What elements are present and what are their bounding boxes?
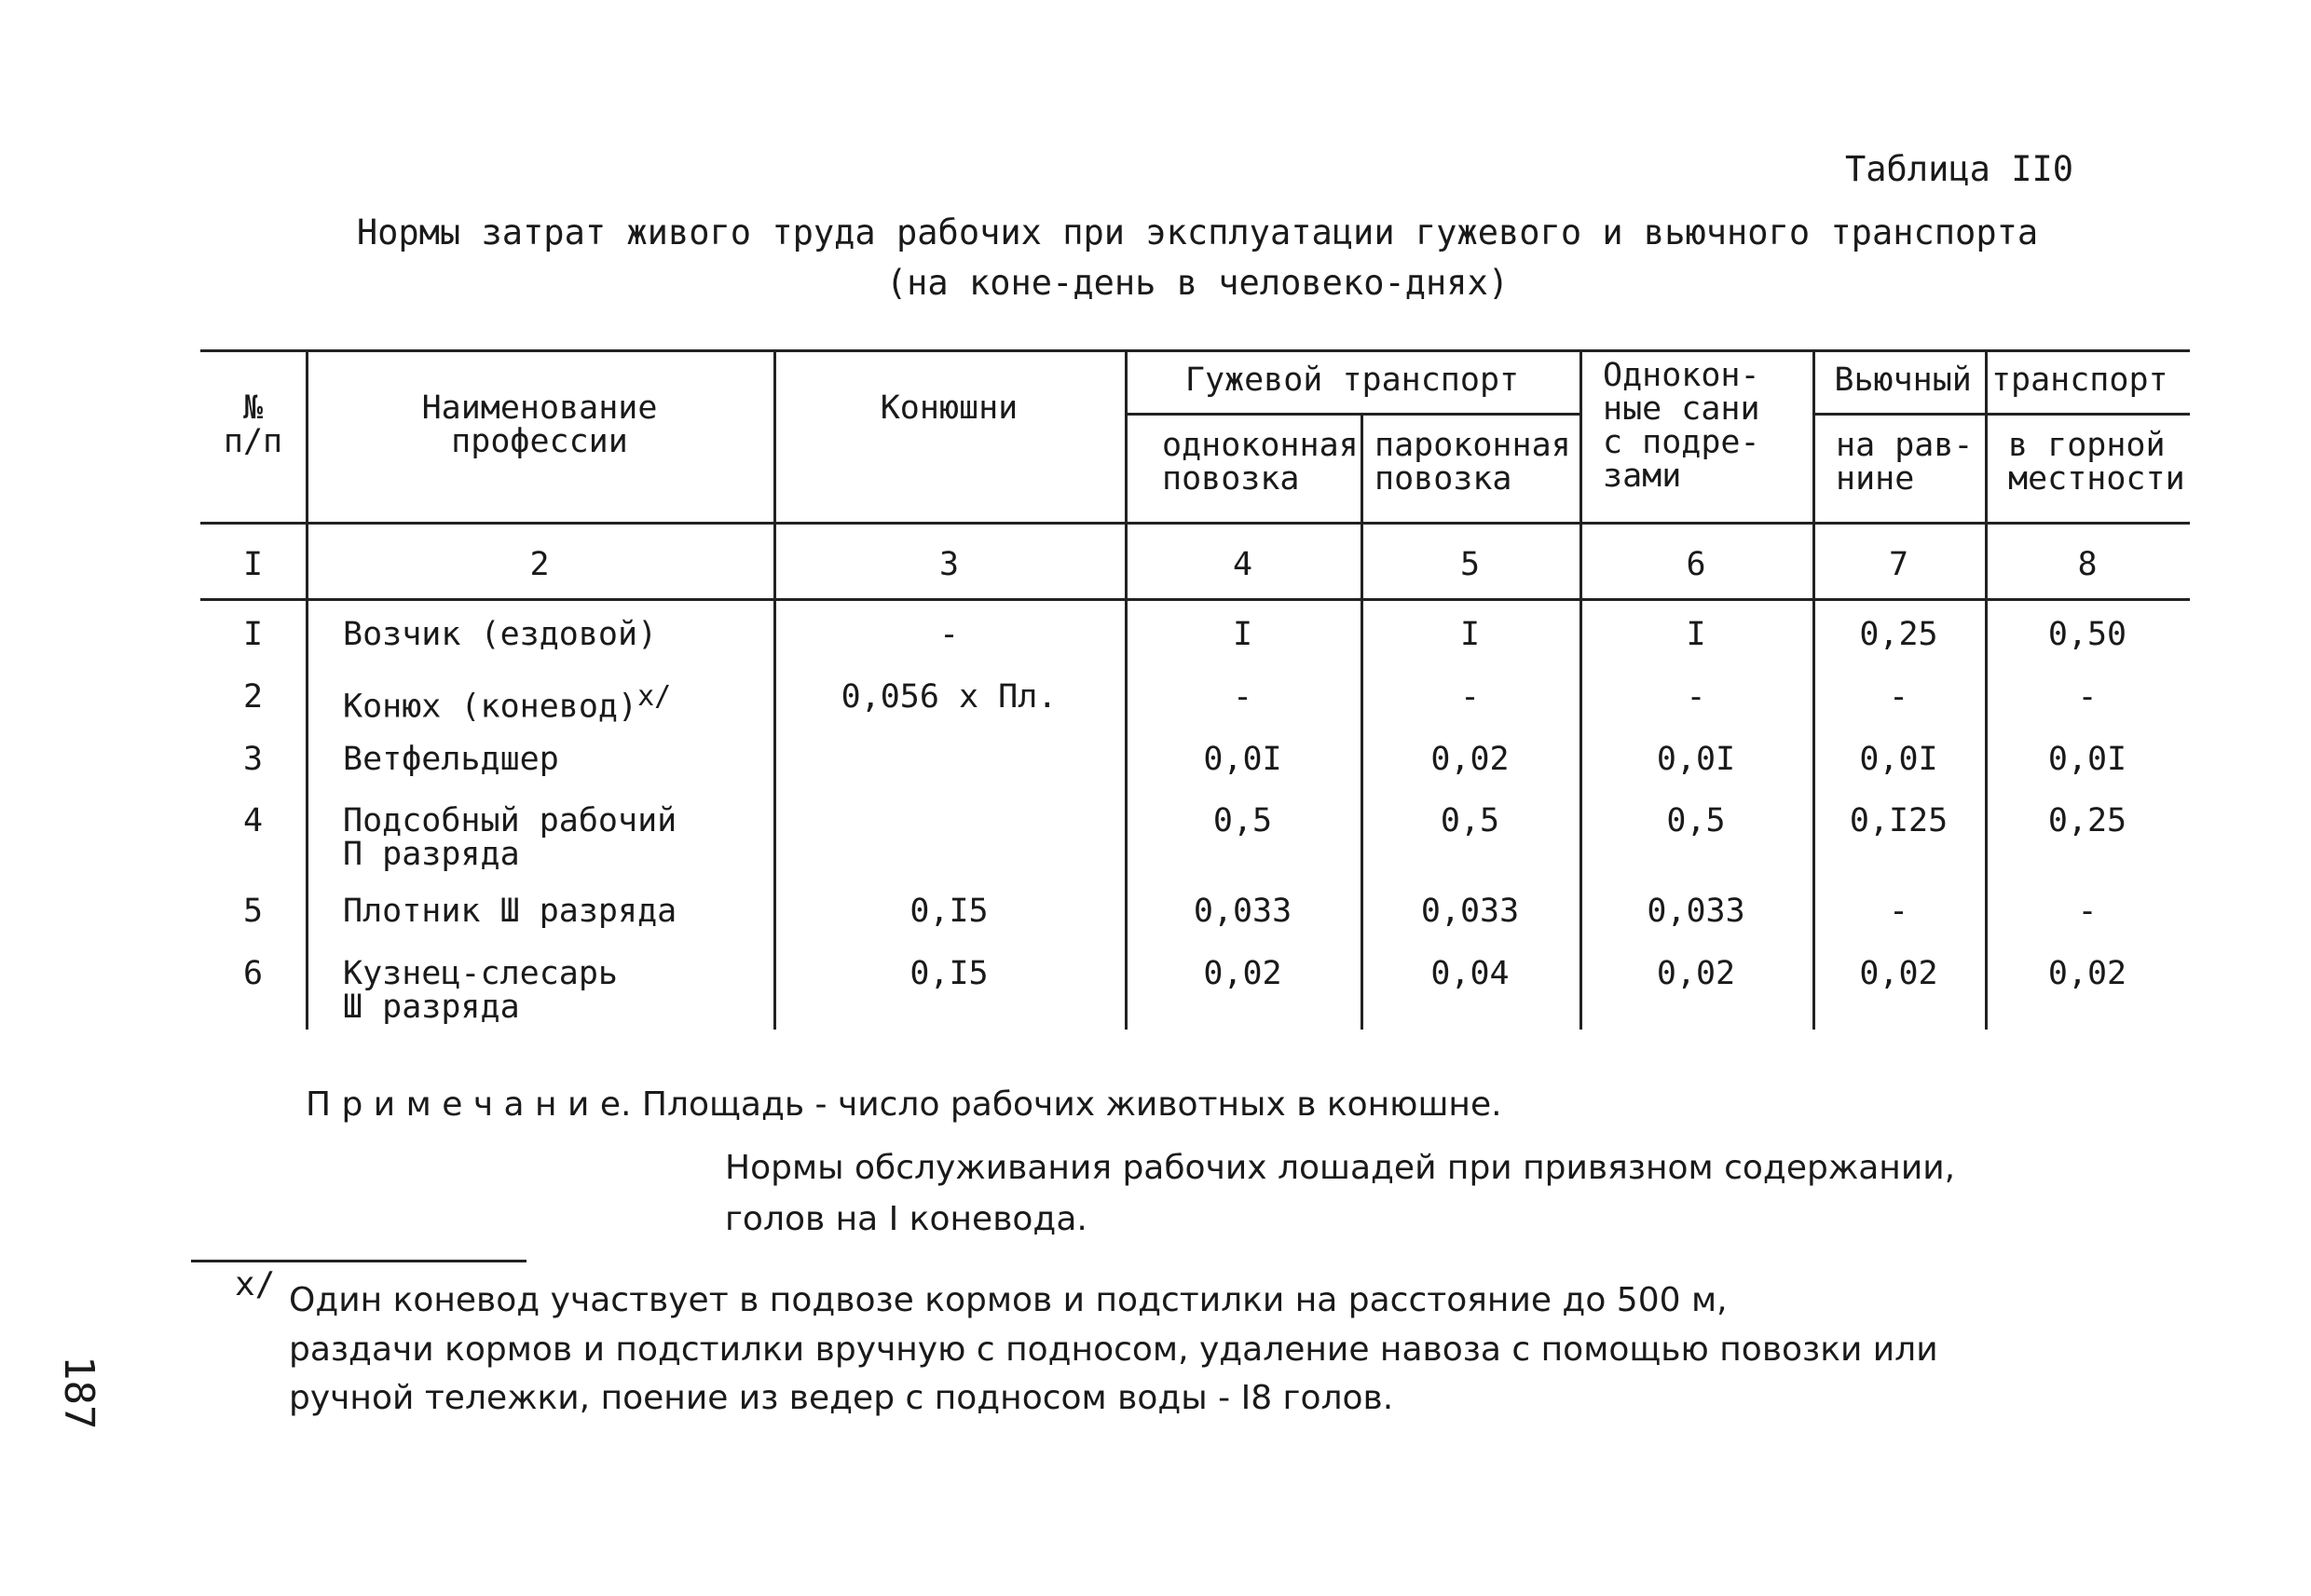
row-pair-horse: 0,04: [1430, 955, 1510, 992]
header-pair-horse: пароконная повозка: [1374, 427, 1571, 498]
row-plain: -: [1888, 893, 1909, 930]
row-profession: Кузнец-слесарь Ш разряда: [343, 955, 619, 1026]
footnote-line-2: раздачи кормов и подстилки вручную с подносом, удаление навоза с помощью повозки или: [289, 1330, 1938, 1369]
header-bottom-rule: [200, 522, 2190, 525]
column-number: 4: [1232, 546, 1253, 583]
row-pair-horse: I: [1459, 616, 1481, 653]
row-profession: Плотник Ш разряда: [343, 893, 677, 930]
row-pair-horse: -: [1459, 678, 1481, 716]
row-number: I: [242, 616, 264, 653]
row-plain: 0,0I: [1859, 741, 1938, 778]
row-sledge: 0,5: [1666, 802, 1726, 839]
footnote-rule: [191, 1260, 526, 1262]
row-pair-horse: 0,033: [1420, 893, 1520, 930]
table-title: Нормы затрат живого труда рабочих при эксплуатации гужевого и вьючного транспорта: [356, 212, 2039, 252]
row-sledge: 0,033: [1647, 893, 1745, 930]
column-number: 6: [1686, 546, 1706, 583]
row-number: 3: [242, 741, 264, 778]
footnote-line-3: ручной тележки, поение из ведер с подносом воды - I8 голов.: [289, 1379, 1394, 1417]
row-mountain: 0,0I: [2047, 741, 2127, 778]
column-rule: [1985, 413, 1988, 1030]
row-pair-horse: 0,5: [1440, 802, 1500, 839]
column-number: 5: [1459, 546, 1481, 583]
row-number: 2: [242, 678, 264, 716]
header-sledge: Однокон- ные сани с подре- зами: [1603, 357, 1760, 495]
page-number: 187: [55, 1356, 103, 1430]
row-stables: -: [938, 616, 960, 653]
row-plain: 0,02: [1859, 955, 1938, 992]
row-number: 6: [242, 955, 264, 992]
footnote-reference: x/: [637, 680, 672, 713]
column-number: 7: [1888, 546, 1909, 583]
row-sledge: I: [1686, 616, 1706, 653]
header-horse-transport: Гужевой транспорт: [1184, 361, 1520, 399]
note-text: П р и м е ч а н и е. Площадь - число рабочих животных в конюшне.: [306, 1085, 1502, 1124]
header-num: № п/п: [223, 389, 283, 460]
row-one-horse: I: [1232, 616, 1253, 653]
row-sledge: 0,02: [1656, 955, 1736, 992]
row-profession: Возчик (ездовой): [343, 616, 658, 653]
table-top-rule: [200, 349, 2190, 352]
row-profession: Ветфельдшер: [343, 741, 559, 778]
footnote-line-1: Один коневод участвует в подвозе кормов и подстилки на расстояние до 500 м,: [289, 1281, 1728, 1319]
note-text-line2: Нормы обслуживания рабочих лошадей при привязном содержании,: [725, 1149, 1956, 1187]
footnote-marker: x/: [235, 1265, 276, 1303]
column-number: 3: [938, 546, 960, 583]
header-mountain: в горной местности: [2008, 427, 2185, 498]
horse-transport-rule: [1125, 413, 1579, 416]
row-one-horse: 0,02: [1203, 955, 1282, 992]
row-pair-horse: 0,02: [1430, 741, 1510, 778]
row-mountain: 0,25: [2047, 802, 2127, 839]
row-one-horse: 0,5: [1212, 802, 1273, 839]
table-label: Таблица II0: [1845, 149, 2074, 189]
row-one-horse: 0,0I: [1203, 741, 1282, 778]
row-sledge: -: [1686, 678, 1706, 716]
row-plain: 0,25: [1859, 616, 1938, 653]
row-number: 4: [242, 802, 264, 839]
column-number: 2: [529, 546, 550, 583]
row-mountain: -: [2077, 893, 2098, 930]
row-one-horse: 0,033: [1193, 893, 1292, 930]
row-stables: 0,I5: [909, 893, 989, 930]
column-rule: [1361, 413, 1363, 1030]
header-plain: на рав- нине: [1836, 427, 1974, 498]
column-number: 8: [2077, 546, 2098, 583]
header-stables: Конюшни: [880, 389, 1019, 427]
row-mountain: 0,02: [2047, 955, 2127, 992]
note-text-line3: голов на I коневода.: [725, 1200, 1087, 1238]
row-stables: 0,I5: [909, 955, 989, 992]
row-profession: Конюх (коневод)x/: [343, 680, 672, 726]
row-number: 5: [242, 893, 264, 930]
row-profession: Подсобный рабочий П разряда: [343, 802, 677, 873]
header-one-horse: одноконная повозка: [1162, 427, 1359, 498]
header-profession: Наименование профессии: [421, 389, 658, 460]
column-number-rule: [200, 598, 2190, 601]
table-subtitle: (на коне-день в человеко-днях): [885, 263, 1510, 303]
row-one-horse: -: [1232, 678, 1253, 716]
row-stables: 0,056 х Пл.: [841, 678, 1058, 716]
row-sledge: 0,0I: [1656, 741, 1736, 778]
row-plain: 0,I25: [1849, 802, 1949, 839]
pack-transport-rule: [1812, 413, 2190, 416]
row-mountain: -: [2077, 678, 2098, 716]
column-number: I: [242, 546, 264, 583]
row-plain: -: [1888, 678, 1909, 716]
row-mountain: 0,50: [2047, 616, 2127, 653]
header-pack-transport: Вьючный транспорт: [1834, 361, 2168, 399]
